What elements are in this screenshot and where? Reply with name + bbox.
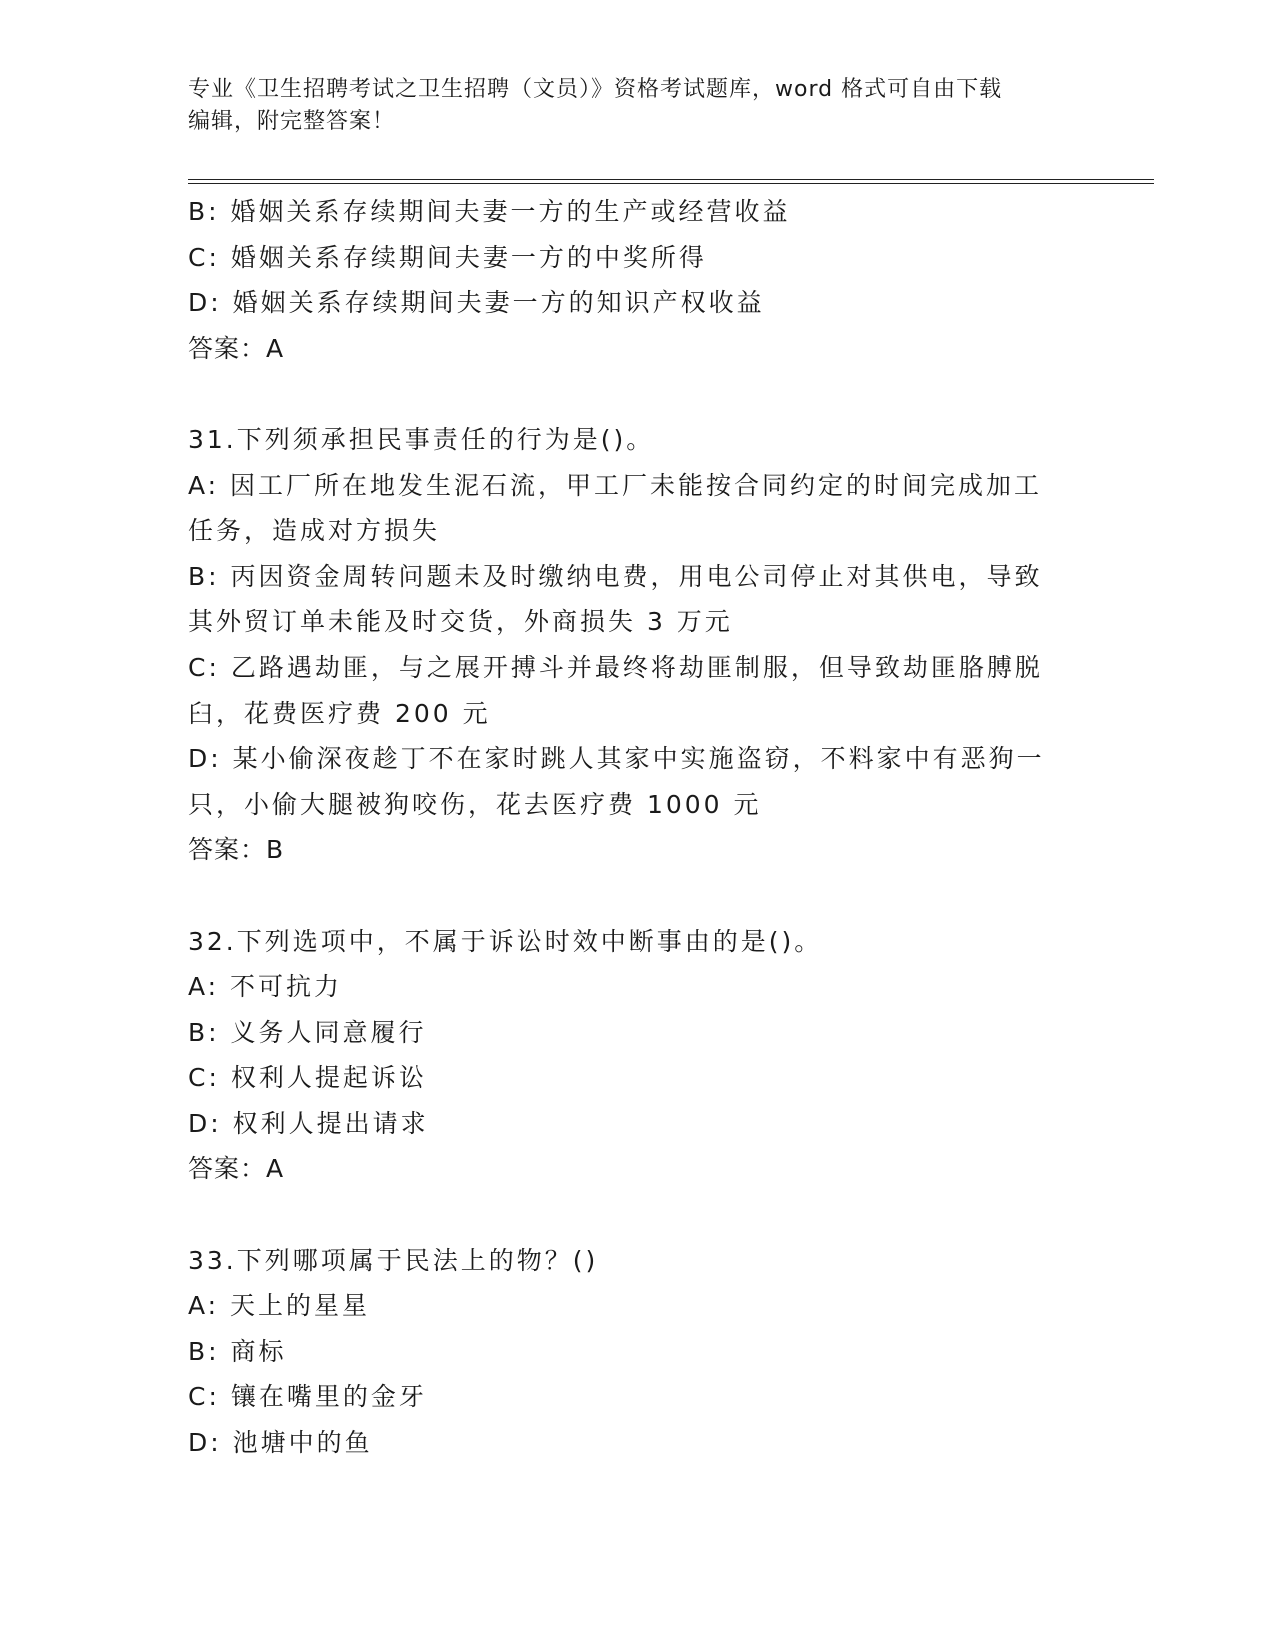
document-header	[188, 74, 1068, 138]
answer-line: 答案：A	[188, 333, 285, 363]
question-33	[188, 1238, 1088, 1466]
option-line: B: 义务人同意履行	[188, 1017, 427, 1047]
option-line: A: 因工厂所在地发生泥石流，甲工厂未能按合同约定的时间完成加工	[188, 470, 1043, 500]
spacer	[188, 1192, 1088, 1238]
option-line: 臼，花费医疗费 200 元	[188, 698, 491, 728]
spacer	[188, 873, 1088, 919]
option-line: B: 丙因资金周转问题未及时缴纳电费，用电公司停止对其供电，导致	[188, 561, 1043, 591]
answer-line: 答案：B	[188, 835, 285, 865]
question-stem: 33.下列哪项属于民法上的物？()	[188, 1245, 599, 1275]
option-line: 任务，造成对方损失	[188, 516, 441, 546]
question-32	[188, 919, 1088, 1193]
header-divider-bottom	[188, 183, 1154, 184]
header-line-2: 编辑，附完整答案！	[188, 109, 396, 134]
question-stem: 32.下列选项中，不属于诉讼时效中断事由的是()。	[188, 926, 823, 956]
option-line: D: 婚姻关系存续期间夫妻一方的知识产权收益	[188, 288, 765, 318]
option-line: C: 镶在嘴里的金牙	[188, 1382, 427, 1412]
spacer	[188, 371, 1088, 417]
question-stem: 31.下列须承担民事责任的行为是()。	[188, 424, 655, 454]
option-line: D: 某小偷深夜趁丁不在家时跳人其家中实施盗窃，不料家中有恶狗一	[188, 744, 1045, 774]
option-line: 其外贸订单未能及时交货，外商损失 3 万元	[188, 607, 733, 637]
question-list	[188, 189, 1088, 1466]
answer-line: 答案：A	[188, 1154, 285, 1184]
option-line: C: 婚姻关系存续期间夫妻一方的中奖所得	[188, 242, 707, 272]
option-line: A: 不可抗力	[188, 972, 343, 1002]
carryover-question	[188, 189, 1088, 371]
option-line: D: 权利人提出请求	[188, 1108, 429, 1138]
option-line: C: 乙路遇劫匪，与之展开搏斗并最终将劫匪制服，但导致劫匪胳膊脱	[188, 652, 1043, 682]
option-line: A: 天上的星星	[188, 1291, 371, 1321]
option-line: B: 商标	[188, 1336, 287, 1366]
header-line-1: 专业《卫生招聘考试之卫生招聘（文员）》资格考试题库，word 格式可自由下载	[188, 77, 1003, 102]
question-31	[188, 417, 1088, 873]
option-line: 只，小偷大腿被狗咬伤，花去医疗费 1000 元	[188, 789, 762, 819]
option-line: C: 权利人提起诉讼	[188, 1063, 427, 1093]
option-line: B: 婚姻关系存续期间夫妻一方的生产或经营收益	[188, 197, 791, 226]
header-divider-top	[188, 179, 1154, 180]
option-line: D: 池塘中的鱼	[188, 1428, 373, 1458]
